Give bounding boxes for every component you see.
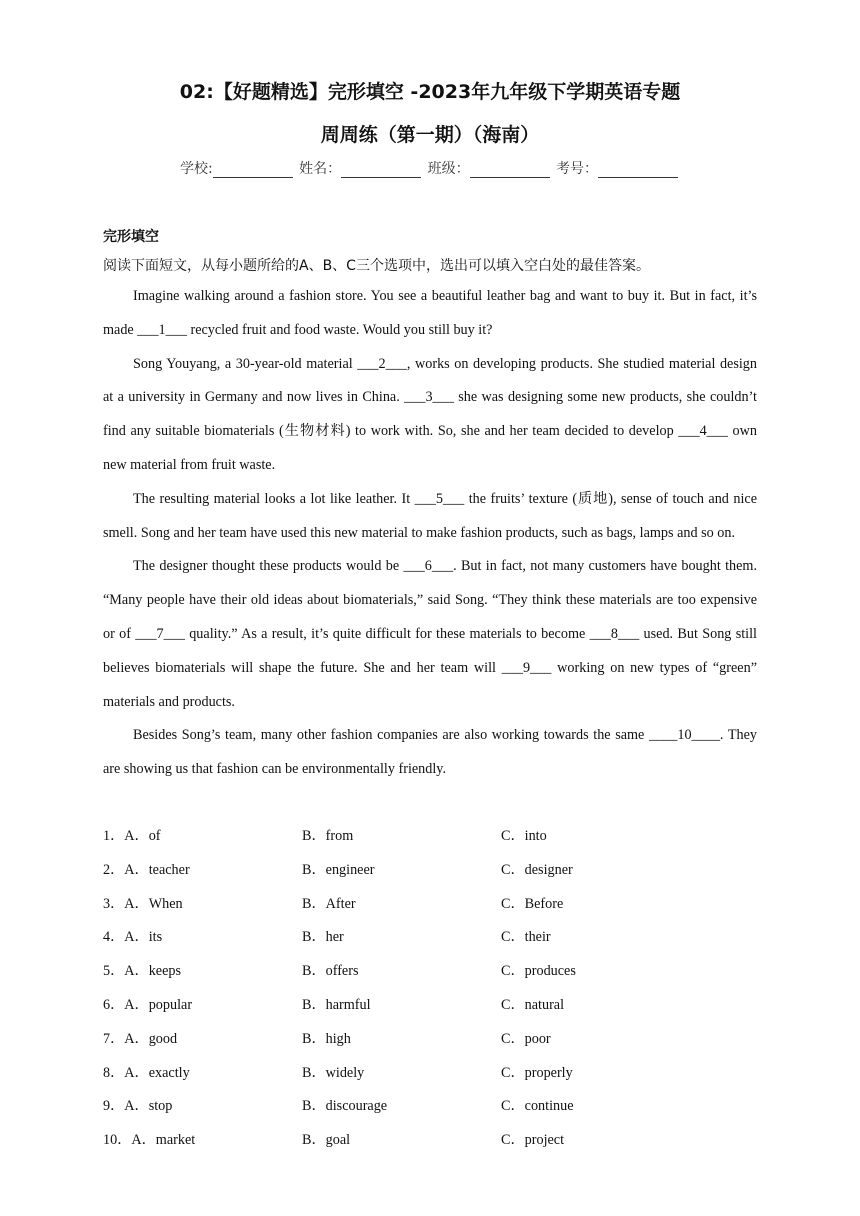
option-b: B．goal: [302, 1132, 351, 1149]
student-info-line: [0, 158, 860, 178]
question-row: [103, 888, 757, 922]
option-a: 9．A．stop: [103, 1098, 173, 1115]
question-row: [103, 820, 757, 854]
question-row: [103, 1023, 757, 1057]
school-label: 学校:: [179, 161, 213, 177]
option-a: 7．A．good: [103, 1030, 178, 1047]
name-blank[interactable]: [341, 163, 421, 178]
option-a: 1．A．of: [103, 828, 161, 844]
option-b: B．discourage: [302, 1098, 388, 1115]
option-a: 3．A．When: [103, 895, 183, 912]
option-a: 4．A．its: [103, 929, 163, 946]
section-instruction: 阅读下面短文，从每小题所给的A、B、C三个选项中，选出可以填入空白处的最佳答案。: [103, 258, 650, 274]
class-blank[interactable]: [470, 163, 550, 178]
option-c: C．poor: [501, 1030, 551, 1047]
option-b: B．from: [302, 828, 354, 844]
passage-paragraph: Besides Song’s team, many other fashion companies are also working towards the same ____10____. They are showing us that fashion can be environmentally friendly.: [103, 727, 757, 778]
question-row: [103, 921, 757, 955]
passage-paragraph: The resulting material looks a lot like leather. It ___5___ the fruits’ texture (质地), sense of touch and nice smell. Song and her team have used this new material to make fashion products, such as bags, lamps and so on.: [103, 490, 757, 541]
option-a: 5．A．keeps: [103, 963, 182, 980]
passage-paragraph: Imagine walking around a fashion store. You see a beautiful leather bag and want to buy it. But in fact, it’s made ___1___ recycled fruit and food waste. Would you still buy it?: [103, 288, 757, 338]
option-c: C．produces: [501, 963, 576, 980]
option-c: C．continue: [501, 1098, 574, 1115]
page-subtitle: 周周练（第一期）（海南）: [320, 124, 540, 146]
option-b: B．harmful: [302, 996, 371, 1013]
option-b: B．widely: [302, 1064, 365, 1081]
option-c: C．their: [501, 929, 551, 946]
question-row: [103, 1057, 757, 1091]
option-b: B．offers: [302, 963, 359, 980]
school-blank[interactable]: [213, 163, 293, 178]
option-c: C．Before: [501, 895, 564, 912]
option-b: B．engineer: [302, 861, 375, 878]
passage-paragraph: The designer thought these products would be ___6___. But in fact, not many customers have bought them. “Many people have their old ideas about biomaterials,” said Song. “They think these materials are too expensive or of ___7___ quality.” As a result, it’s quite difficult for these materials to become ___8___ used. But Song still believes biomaterials will shape the future. She and her team will ___9___ working on new types of “green” materials and products.: [103, 558, 757, 710]
option-a: 2．A．teacher: [103, 861, 190, 878]
option-c: C．designer: [501, 861, 573, 878]
option-b: B．After: [302, 895, 356, 912]
option-b: B．high: [302, 1030, 351, 1047]
option-a: 6．A．popular: [103, 996, 193, 1013]
exam-no-label: 考号：: [556, 161, 599, 177]
section-heading: 完形填空: [103, 229, 159, 245]
name-label: 姓名：: [299, 161, 342, 177]
option-c: C．project: [501, 1132, 565, 1149]
class-label: 班级：: [427, 161, 470, 177]
question-row: [103, 989, 757, 1023]
question-row: [103, 1124, 757, 1158]
question-row: [103, 1090, 757, 1124]
cloze-passage: [103, 280, 757, 787]
page-title: 02:【好题精选】完形填空 -2023年九年级下学期英语专题: [179, 81, 681, 103]
option-a: 10．A．market: [103, 1132, 196, 1149]
question-row: [103, 955, 757, 989]
passage-paragraph: Song Youyang, a 30-year-old material ___2___, works on developing products. She studied material design at a university in Germany and now lives in China. ___3___ she was designing some new products, she couldn’t find any suitable biomaterials (生物材料) to work with. So, she and her team decided to develop ___4___ own new material from fruit waste.: [103, 355, 757, 473]
question-options: [103, 820, 757, 1158]
option-a: 8．A．exactly: [103, 1064, 190, 1081]
exam-no-blank[interactable]: [598, 163, 678, 178]
option-b: B．her: [302, 929, 344, 946]
option-c: C．properly: [501, 1064, 573, 1081]
option-c: C．natural: [501, 996, 565, 1013]
option-c: C．into: [501, 828, 547, 844]
question-row: [103, 854, 757, 888]
